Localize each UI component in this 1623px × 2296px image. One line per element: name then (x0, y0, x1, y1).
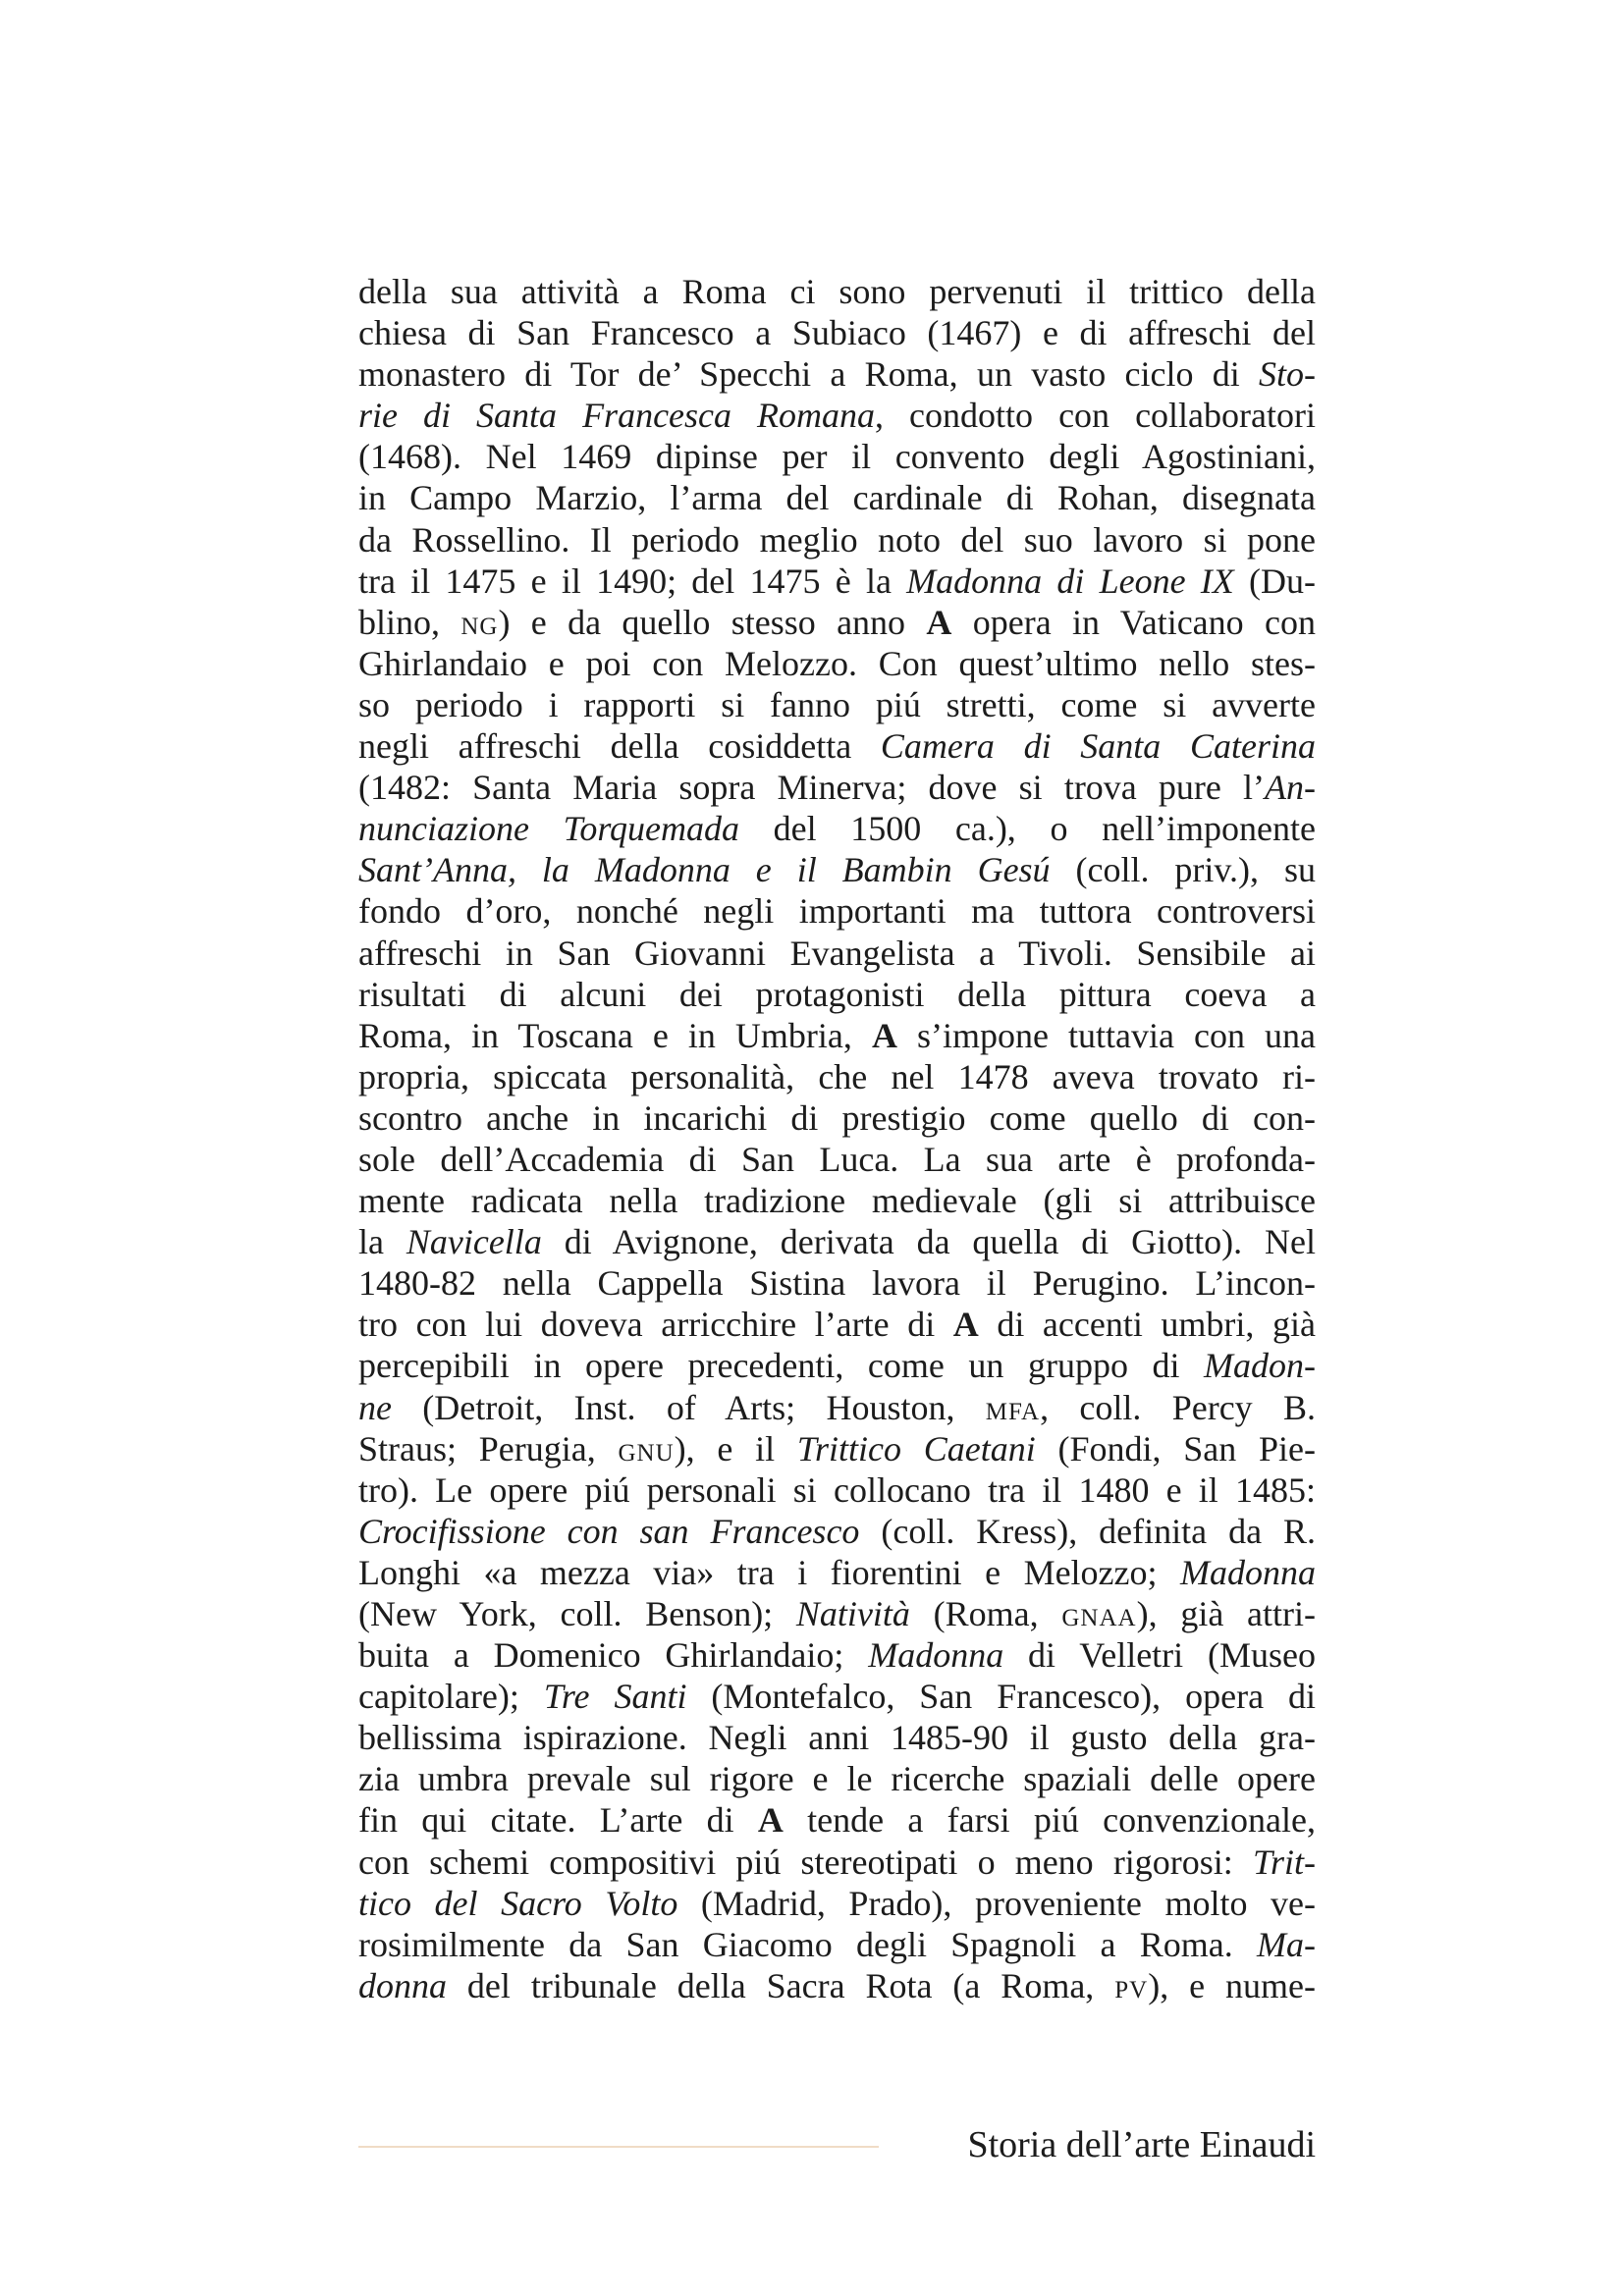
text-segment: ne (358, 1387, 392, 1427)
text-line (358, 1883, 1316, 1924)
text-segment: PV (1114, 1976, 1149, 2003)
text-segment: Tre Santi (543, 1677, 687, 1717)
text-segment: (Du- (1233, 561, 1316, 601)
text-line (358, 1924, 1316, 1965)
text-line (358, 1593, 1316, 1634)
text-segment: (coll. priv.), su (1050, 850, 1316, 890)
text-segment: Sto- (1259, 354, 1316, 395)
text-segment: tico del Sacro Volto (358, 1883, 678, 1923)
text-line (358, 1469, 1316, 1511)
text-segment: A (757, 1800, 784, 1841)
text-segment: negli affreschi della cosiddetta (358, 726, 881, 767)
text-segment: nunciazione Torquemada (358, 809, 739, 849)
text-segment: di Velletri (Museo (1003, 1635, 1316, 1676)
text-line (358, 643, 1316, 684)
text-segment: risultati di alcuni dei protagonisti della pittura coeva a (358, 974, 1316, 1014)
text-line (358, 684, 1316, 725)
text-segment: in Campo Marzio, l’arma del cardinale di Rohan, disegnata (358, 478, 1316, 518)
text-segment: la (358, 1222, 406, 1262)
text-segment: blino, (358, 602, 461, 642)
text-segment: scontro anche in incarichi di prestigio come quello di con- (358, 1097, 1316, 1138)
text-line (358, 1634, 1316, 1676)
text-segment: Sant’Anna, la Madonna e il Bambin Gesú (358, 850, 1051, 890)
text-segment: Longhi «a mezza via» tra i fiorentini e Melozzo; (358, 1552, 1180, 1592)
text-segment: Roma, in Toscana e in Umbria, (358, 1015, 872, 1055)
text-line (358, 436, 1316, 477)
text-segment: , coll. Percy B. (1040, 1387, 1316, 1427)
text-segment: fondo d’oro, nonché negli importanti ma tuttora controversi (358, 891, 1316, 932)
text-segment: s’impone tuttavia con una (896, 1015, 1317, 1055)
text-segment: Madonna di Leone IX (906, 561, 1234, 601)
footer-rule (358, 2146, 879, 2148)
text-segment: tro con lui doveva arricchire l’arte di (358, 1305, 953, 1345)
text-line (358, 1015, 1316, 1056)
text-segment: ), e nume- (1148, 1965, 1316, 2005)
text-segment: Navicella (406, 1222, 542, 1262)
text-line (358, 1842, 1316, 1883)
text-line (358, 1799, 1316, 1841)
text-line (358, 395, 1316, 436)
text-segment: da Rossellino. Il periodo meglio noto del suo lavoro si pone (358, 519, 1316, 560)
text-line (358, 271, 1316, 312)
text-line (358, 353, 1316, 395)
text-line (358, 1758, 1316, 1799)
text-line (358, 974, 1316, 1015)
text-segment: Crocifissione con san Francesco (358, 1511, 860, 1551)
text-line (358, 1097, 1316, 1139)
text-segment: (coll. Kress), definita da R. (859, 1511, 1316, 1551)
text-segment: (Detroit, Inst. of Arts; Houston, (391, 1387, 986, 1427)
text-segment: di Avignone, derivata da quella di Giotto). Nel (541, 1222, 1316, 1262)
body-text (358, 271, 1316, 2006)
text-segment: (1468). Nel 1469 dipinse per il convento degli Agostiniani, (358, 437, 1316, 477)
text-segment: opera in Vaticano con (951, 602, 1316, 642)
text-segment: ), già attri- (1136, 1594, 1316, 1633)
text-segment: GNU (618, 1439, 675, 1467)
text-line (358, 477, 1316, 518)
text-line (358, 1717, 1316, 1758)
text-segment: A (871, 1015, 897, 1055)
text-segment: GNAA (1061, 1605, 1137, 1631)
text-line (358, 1262, 1316, 1304)
text-line (358, 1511, 1316, 1552)
text-line (358, 602, 1316, 643)
text-line (358, 1552, 1316, 1593)
text-segment: Natività (795, 1594, 910, 1633)
footer-title: Storia dell’arte Einaudi (967, 2124, 1316, 2165)
text-segment: zia umbra prevale sul rigore e le ricerche spaziali delle opere (358, 1759, 1316, 1799)
text-line (358, 1180, 1316, 1221)
text-segment: tende a farsi piú convenzionale, (783, 1800, 1316, 1841)
text-segment: fin qui citate. L’arte di (358, 1800, 758, 1841)
text-segment: capitolare); (358, 1677, 544, 1717)
text-line (358, 933, 1316, 974)
text-segment: monastero di Tor de’ Specchi a Roma, un vasto ciclo di (358, 354, 1259, 395)
text-line (358, 725, 1316, 767)
text-segment: donna (358, 1965, 447, 2005)
text-segment: del tribunale della Sacra Rota (a Roma, (447, 1965, 1115, 2005)
text-segment: so periodo i rapporti si fanno piú stretti, come si avverte (358, 684, 1316, 724)
page-footer (358, 2120, 1316, 2169)
text-segment: del 1500 ca.), o nell’imponente (738, 809, 1317, 849)
text-line (358, 1676, 1316, 1717)
text-segment: affreschi in San Giovanni Evangelista a Tivoli. Sensibile ai (358, 933, 1316, 973)
text-line (358, 1428, 1316, 1469)
text-segment: (Montefalco, San Francesco), opera di (686, 1677, 1316, 1717)
text-segment: sole dell’Accademia di San Luca. La sua arte è profonda- (358, 1139, 1316, 1179)
text-line (358, 312, 1316, 353)
text-segment: Madonna (1180, 1552, 1316, 1592)
text-segment: Trittico Caetani (796, 1428, 1036, 1468)
text-segment: Ma- (1257, 1924, 1316, 1964)
text-segment: (Roma, (909, 1594, 1062, 1633)
text-segment: propria, spiccata personalità, che nel 1478 aveva trovato ri- (358, 1056, 1316, 1096)
text-segment: (New York, coll. Benson); (358, 1594, 796, 1633)
text-line (358, 1056, 1316, 1097)
text-segment: ) e da quello stesso anno (498, 602, 927, 642)
text-segment: rosimilmente da San Giacomo degli Spagnoli a Roma. (358, 1924, 1258, 1964)
text-segment: (1482: Santa Maria sopra Minerva; dove si trova pure l’ (358, 768, 1266, 808)
text-segment: della sua attività a Roma ci sono pervenuti il trittico della (358, 272, 1316, 311)
text-segment: Madon- (1204, 1346, 1316, 1386)
text-segment: rie di Santa Francesca Romana (358, 396, 876, 436)
text-segment: MFA (985, 1398, 1041, 1425)
text-segment: Straus; Perugia, (358, 1428, 619, 1468)
text-line (358, 808, 1316, 849)
text-line (358, 1139, 1316, 1180)
text-segment: 1480-82 nella Cappella Sistina lavora il Perugino. L’incon- (358, 1263, 1316, 1304)
text-line (358, 1221, 1316, 1262)
text-segment: (Fondi, San Pie- (1035, 1428, 1316, 1468)
text-line (358, 1304, 1316, 1345)
text-segment: bellissima ispirazione. Negli anni 1485-90 il gusto della gra- (358, 1718, 1316, 1758)
text-segment: ), e il (674, 1428, 797, 1468)
text-segment: An- (1265, 768, 1316, 808)
text-segment: Ghirlandaio e poi con Melozzo. Con quest’ultimo nello stes- (358, 643, 1316, 683)
text-segment: A (926, 602, 952, 642)
text-line (358, 1387, 1316, 1428)
text-segment: di accenti umbri, già (978, 1305, 1316, 1345)
text-segment: chiesa di San Francesco a Subiaco (1467) e di affreschi del (358, 313, 1316, 353)
text-segment: A (952, 1305, 979, 1345)
text-segment: tro). Le opere piú personali si collocano tra il 1480 e il 1485: (358, 1469, 1316, 1510)
text-line (358, 519, 1316, 561)
text-segment: (Madrid, Prado), proveniente molto ve- (677, 1883, 1317, 1923)
text-line (358, 561, 1316, 602)
text-line (358, 890, 1316, 932)
text-segment: NG (460, 613, 499, 640)
text-line (358, 767, 1316, 808)
text-segment: mente radicata nella tradizione medievale (gli si attribuisce (358, 1181, 1316, 1221)
text-segment: percepibili in opere precedenti, come un gruppo di (358, 1346, 1205, 1386)
text-line (358, 849, 1316, 890)
text-segment: Camera di Santa Caterina (880, 726, 1316, 767)
text-line (358, 1345, 1316, 1386)
text-segment: Madonna (868, 1635, 1004, 1676)
text-segment: tra il 1475 e il 1490; del 1475 è la (358, 561, 907, 601)
text-segment: Trit- (1252, 1842, 1316, 1882)
text-segment: con schemi compositivi piú stereotipati o meno rigorosi: (358, 1842, 1253, 1882)
text-segment: buita a Domenico Ghirlandaio; (358, 1635, 869, 1676)
text-line (358, 1965, 1316, 2006)
text-segment: , condotto con collaboratori (875, 396, 1316, 436)
